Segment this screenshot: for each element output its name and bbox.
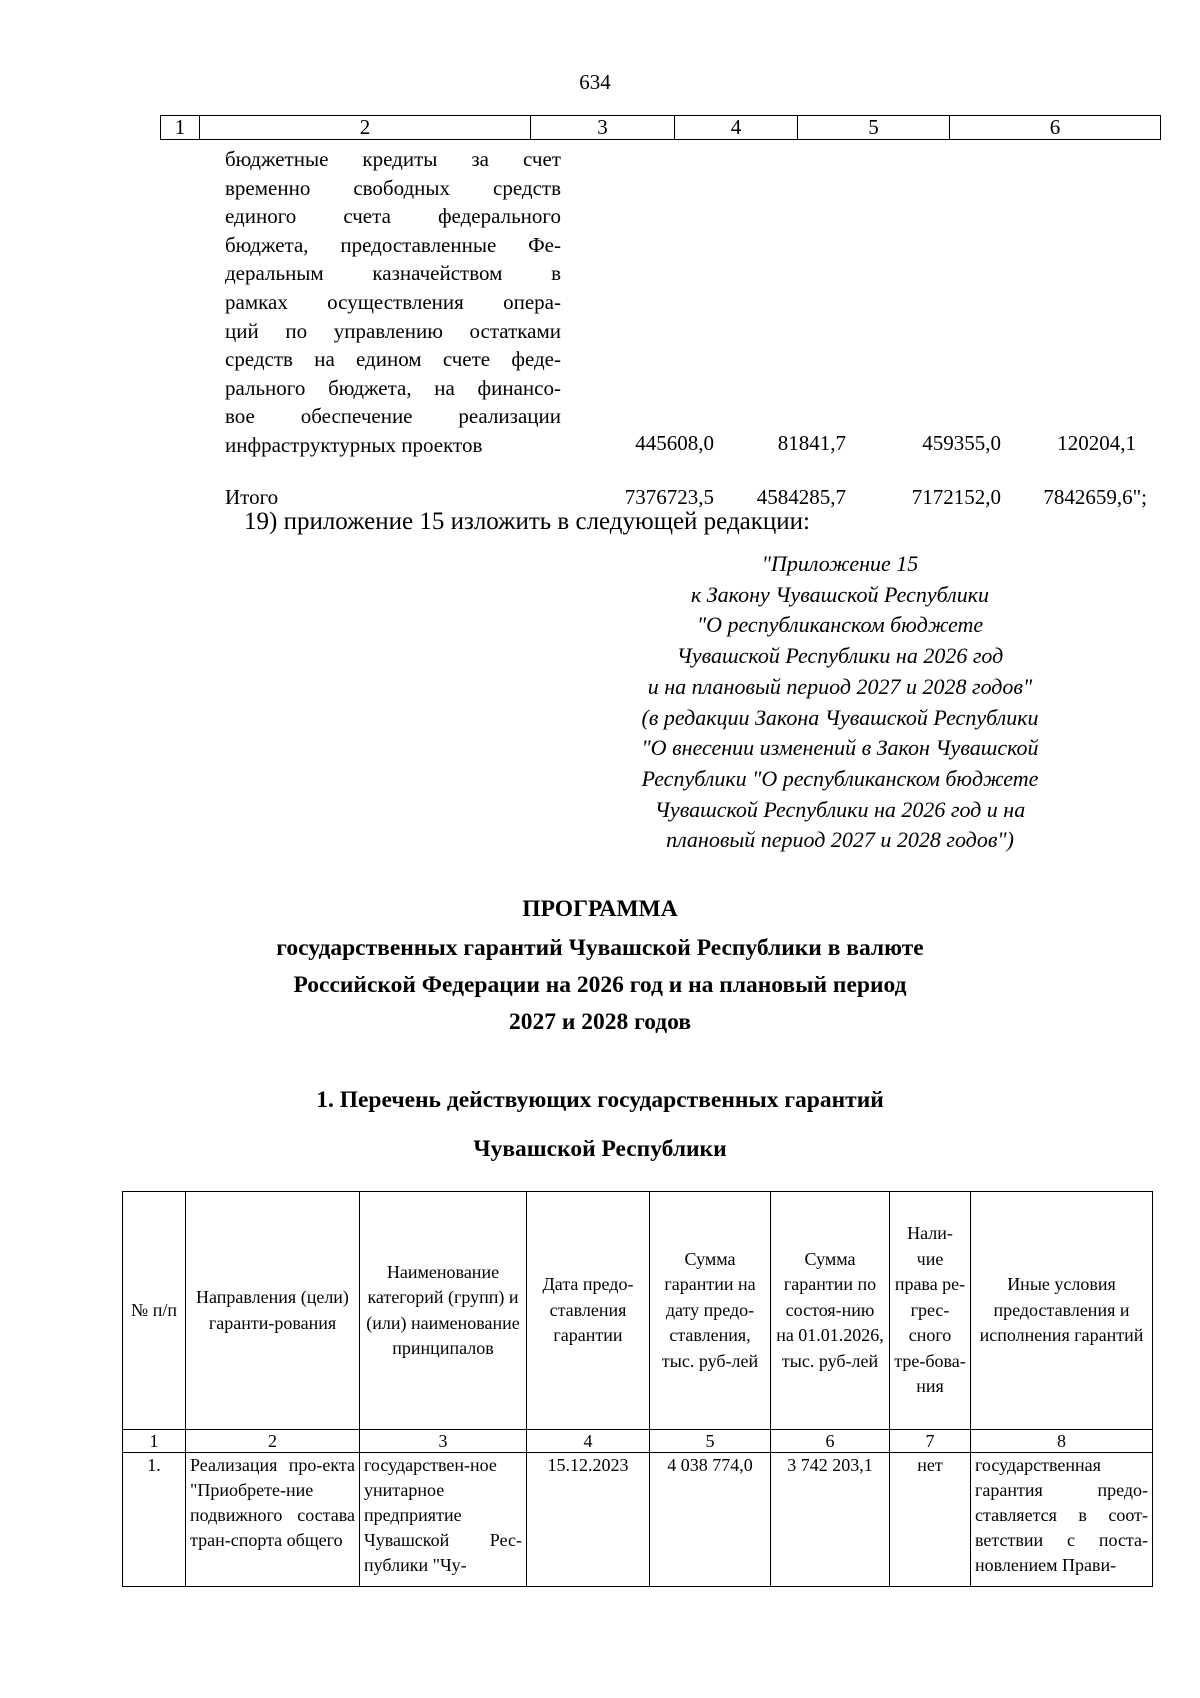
guarantee-amount-current: 3 742 203,1 (771, 1453, 890, 1587)
column-number: 4 (675, 116, 798, 140)
column-numbers-row (123, 1430, 1153, 1453)
value-col6: 120204,1 (1057, 431, 1136, 455)
description-line: рального бюджета, на финансо- (225, 375, 561, 400)
guarantee-date: 15.12.2023 (527, 1453, 650, 1587)
column-number: 6 (771, 1430, 890, 1453)
total-col4: 4584285,7 (756, 485, 846, 509)
page-number: 634 (579, 70, 611, 94)
description-line: средств на едином счете феде- (225, 347, 561, 372)
description-line: единого счета федерального (225, 204, 561, 229)
total-col6: 7842659,6"; (1043, 485, 1147, 509)
description-line: вое обеспечение реализации (225, 404, 561, 429)
description-line: деральным казначейством в (225, 261, 561, 286)
description-line: инфраструктурных проектов (225, 432, 483, 457)
guarantee-principal: государствен-ное унитарное предприятие Чувашской Рес-публики "Чу- (360, 1453, 527, 1587)
description-line: временно свободных средств (225, 175, 561, 200)
header-cell: № п/п (123, 1192, 186, 1430)
guarantee-other-terms: государственная гарантия предо-ставляется в соот-ветствии с поста-новлением Прави- (971, 1453, 1153, 1587)
approval-line: "О внесении изменений в Закон Чувашской (641, 735, 1039, 761)
row-number: 1. (123, 1453, 186, 1587)
program-subtitle (150, 930, 1050, 1041)
program-subtitle-line: 2027 и 2028 годов (508, 1009, 692, 1035)
column-number: 1 (161, 116, 200, 140)
approval-line: к Закону Чувашской Республики (690, 581, 989, 607)
header-cell: Нали-чие права ре-грес-сного тре-бова-ния (890, 1192, 971, 1430)
approval-line: (в редакции Закона Чувашской Республики (641, 704, 1039, 730)
approval-line: "О республиканском бюджете (696, 612, 984, 638)
description-line: бюджетные кредиты за счет (225, 147, 561, 171)
budget-credit-description (225, 145, 561, 460)
guarantee-amount-initial: 4 038 774,0 (650, 1453, 771, 1587)
approval-line: Чувашской Республики на 2026 год (676, 643, 1004, 669)
table-row (123, 1453, 1153, 1587)
program-subtitle-line: Российской Федерации на 2026 год и на плановый период (293, 972, 907, 998)
column-number: 7 (890, 1430, 971, 1453)
section-title-line: 1. Перечень действующих государственных гарантий (316, 1087, 884, 1113)
header-cell: Иные условия предоставления и исполнения гарантий (971, 1192, 1153, 1430)
program-subtitle-line: государственных гарантий Чувашской Республики в валюте (276, 935, 924, 961)
column-number: 8 (971, 1430, 1153, 1453)
header-cell: Сумма гарантии по состоя-нию на 01.01.2026, тыс. руб-лей (771, 1192, 890, 1430)
approval-line: Чувашской Республики на 2026 год и на (654, 796, 1026, 822)
column-number: 4 (527, 1430, 650, 1453)
column-number: 5 (798, 116, 950, 140)
program-title: ПРОГРАММА (522, 896, 678, 922)
column-number: 3 (360, 1430, 527, 1453)
header-cell: Дата предо-ставления гарантии (527, 1192, 650, 1430)
description-line: бюджета, предоставленные Фе- (225, 232, 561, 257)
approval-line: и на плановый период 2027 и 2028 годов" (647, 673, 1033, 699)
column-number: 2 (200, 116, 531, 140)
total-label: Итого (225, 485, 279, 509)
approval-line: "Приложение 15 (761, 551, 919, 576)
total-col3: 7376723,5 (624, 485, 714, 509)
description-line: рамках осуществления опера- (225, 289, 561, 314)
column-number: 3 (531, 116, 675, 140)
header-cell: Сумма гарантии на дату предо-ставления, тыс. руб-лей (650, 1192, 771, 1430)
table-header-row (123, 1192, 1153, 1430)
guarantee-recourse: нет (890, 1453, 971, 1587)
amendment-paragraph: 19) приложение 15 изложить в следующей редакции: (244, 508, 810, 535)
column-number: 2 (186, 1430, 360, 1453)
column-number: 6 (950, 116, 1161, 140)
column-number: 5 (650, 1430, 771, 1453)
header-cell: Направления (цели) гаранти-рования (186, 1192, 360, 1430)
value-col4: 81841,7 (777, 431, 846, 455)
appendix-approval-note (560, 549, 1120, 856)
section-title-line: Чувашской Республики (473, 1136, 727, 1162)
description-line: ций по управлению остатками (225, 318, 561, 343)
column-number: 1 (123, 1430, 186, 1453)
value-col3: 445608,0 (635, 431, 714, 455)
total-col5: 7172152,0 (911, 485, 1001, 509)
approval-line: Республики "О республиканском бюджете (641, 765, 1039, 791)
guarantees-table (122, 1191, 1153, 1587)
budget-credits-table-header (160, 115, 1161, 140)
value-col5: 459355,0 (922, 431, 1001, 455)
section-title (150, 1076, 1050, 1174)
guarantee-direction: Реализация про-екта "Приобрете-ние подвижного состава тран-спорта общего (186, 1453, 360, 1587)
approval-line: плановый период 2027 и 2028 годов") (666, 827, 1014, 853)
header-cell: Наименование категорий (групп) и (или) наименование принципалов (360, 1192, 527, 1430)
